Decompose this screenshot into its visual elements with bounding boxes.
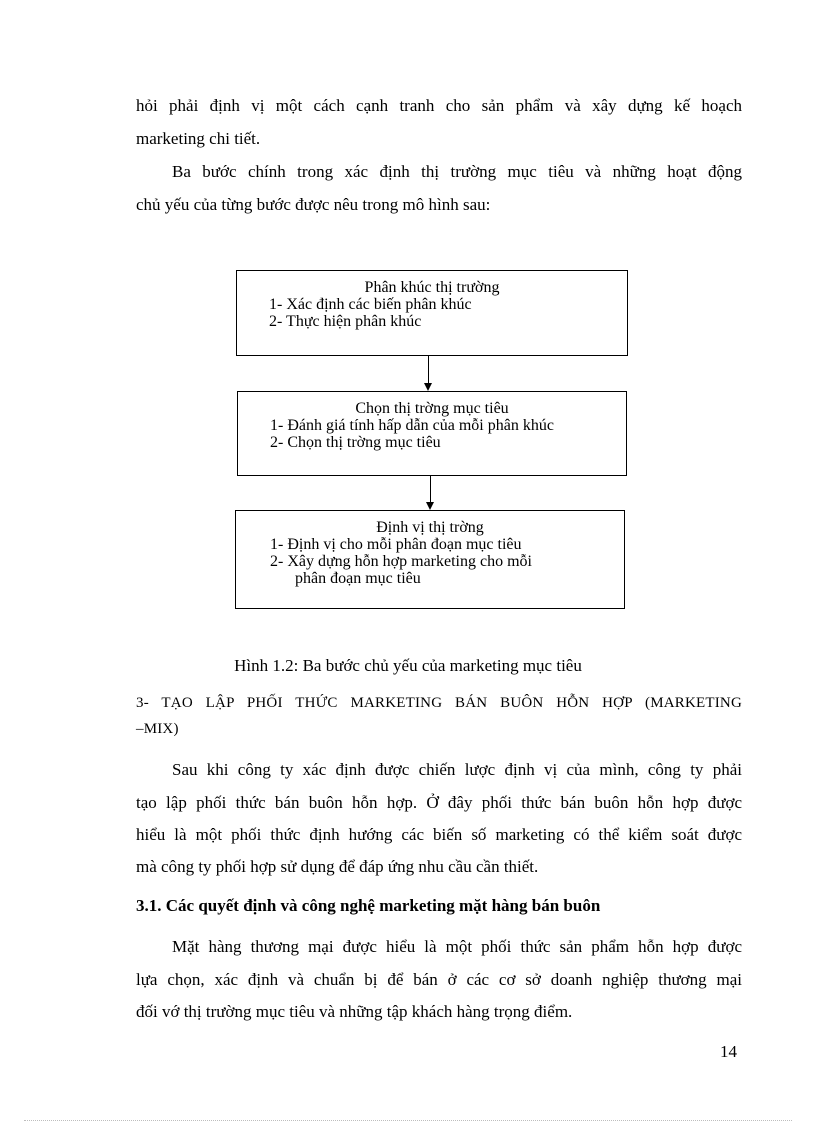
- figure-caption: Hình 1.2: Ba bước chủ yếu của marketing mục tiêu: [234, 656, 582, 675]
- body-text-line: hỏi phải định vị một cách cạnh tranh cho sản phẩm và xây dựng kế hoạch: [136, 96, 742, 115]
- page-bottom-rule: [24, 1120, 792, 1121]
- diagram-box-item: 2- Chọn thị trờng mục tiêu: [270, 434, 441, 451]
- body-text-line: Mặt hàng thương mại được hiểu là một phối thức sản phẩm hỗn hợp được: [172, 937, 742, 956]
- body-text-line: lựa chọn, xác định và chuẩn bị để bán ở các cơ sở doanh nghiệp thương mại: [136, 970, 742, 989]
- diagram-box-item: 2- Xây dựng hỗn hợp marketing cho mỗi: [270, 553, 532, 570]
- arrow-down-icon: [426, 502, 434, 510]
- section-heading-line: –MIX): [136, 721, 179, 737]
- body-text-line: Ba bước chính trong xác định thị trường mục tiêu và những hoạt động: [172, 162, 742, 181]
- body-text-line: Sau khi công ty xác định được chiến lược định vị của mình, công ty phải: [172, 760, 742, 779]
- section-heading-line: 3- TẠO LẬP PHỐI THỨC MARKETING BÁN BUÔN HỖN HỢP (MARKETING: [136, 695, 742, 711]
- body-text-line: mà công ty phối hợp sử dụng để đáp ứng nhu cầu cần thiết.: [136, 857, 539, 876]
- arrow-down-icon: [424, 383, 432, 391]
- body-text-line: hiểu là một phối thức định hướng các biến số marketing có thể kiểm soát được: [136, 825, 742, 844]
- diagram-box-item: phân đoạn mục tiêu: [295, 570, 421, 587]
- diagram-box-item: 1- Xác định các biến phân khúc: [269, 296, 472, 313]
- diagram-box-positioning: [235, 510, 625, 609]
- diagram-box-segmentation: [236, 270, 628, 356]
- page-number: 14: [720, 1042, 737, 1061]
- diagram-box-targeting: [237, 391, 627, 476]
- body-text-line: tạo lập phối thức bán buôn hỗn hợp. Ở đây phối thức bán buôn hỗn hợp được: [136, 793, 742, 812]
- body-text-line: marketing chi tiết.: [136, 129, 261, 148]
- diagram-box-item: 2- Thực hiện phân khúc: [269, 313, 422, 330]
- subsection-heading: 3.1. Các quyết định và công nghệ marketing mặt hàng bán buôn: [136, 896, 601, 915]
- body-text-line: chủ yếu của từng bước được nêu trong mô hình sau:: [136, 195, 491, 214]
- diagram-box-title: Phân khúc thị trường: [364, 279, 500, 296]
- diagram-box-item: 1- Đánh giá tính hấp dẫn của mỗi phân khúc: [270, 417, 554, 434]
- body-text-line: đối vớ thị trường mục tiêu và những tập khách hàng trọng điểm.: [136, 1002, 573, 1021]
- arrow-connector: [428, 355, 429, 383]
- arrow-connector: [430, 475, 431, 502]
- diagram-box-title: Chọn thị trờng mục tiêu: [355, 400, 509, 417]
- diagram-box-title: Định vị thị trờng: [376, 519, 484, 536]
- diagram-box-item: 1- Định vị cho mỗi phân đoạn mục tiêu: [270, 536, 522, 553]
